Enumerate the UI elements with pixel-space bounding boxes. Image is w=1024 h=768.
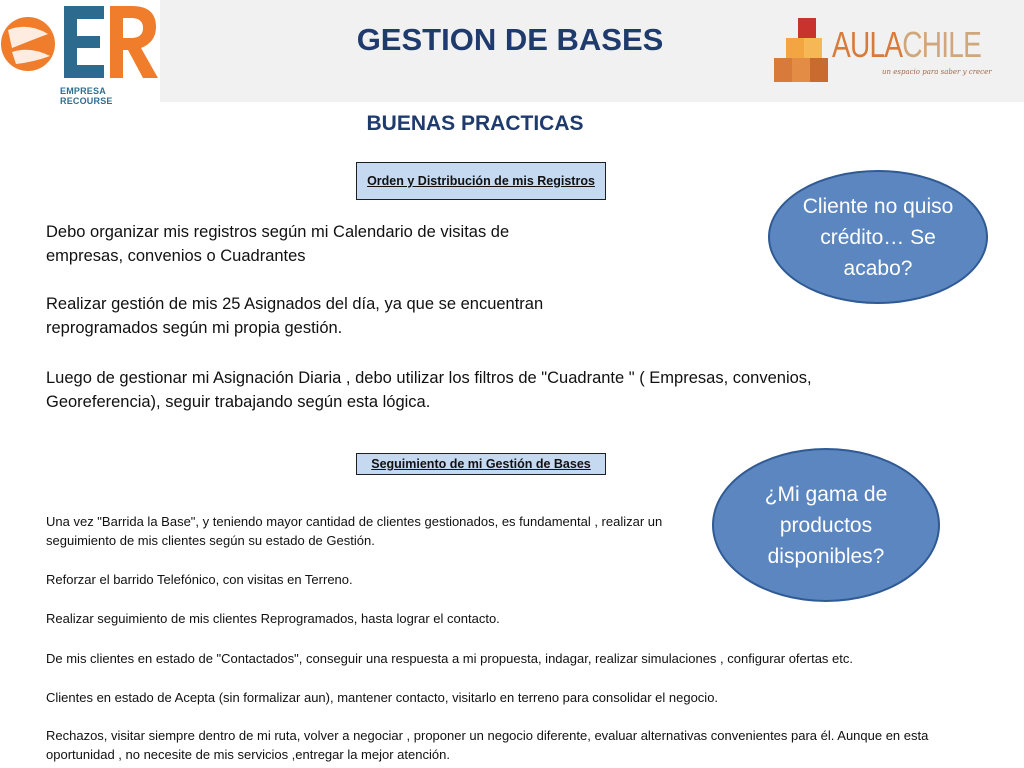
callout-gama-productos: [712, 448, 940, 602]
callout-cliente-credito: [768, 170, 988, 304]
empresa-recourse-logo: [0, 0, 160, 106]
paragraph-reprogramados: Realizar seguimiento de mis clientes Reprogramados, hasta lograr el contacto.: [46, 611, 500, 626]
paragraph-cuadrante: Luego de gestionar mi Asignación Diaria , debo utilizar los filtros de "Cuadrante " ( Empresas, convenios, Georeferencia), seguir trabajando según esta lógica.: [46, 369, 812, 411]
page-title: GESTION DE BASES: [356, 22, 664, 57]
callout-text: Cliente no quiso crédito… Se acabo?: [802, 194, 954, 280]
aulachile-logo: [772, 10, 992, 90]
section-heading-orden: Orden y Distribución de mis Registros: [356, 162, 606, 200]
aulachile-brand: AULACHILE: [832, 24, 982, 65]
callout-text: ¿Mi gama de productos disponibles?: [764, 482, 888, 568]
paragraph-registros: Debo organizar mis registros según mi Calendario de visitas de empresas, convenios o Cuadrantes: [46, 223, 510, 265]
paragraph-rechazos: Rechazos, visitar siempre dentro de mi ruta, volver a negociar , proponer un negocio diferente, evaluar alternativas convenientes para él. Aunque en esta oportunidad , no necesite de mis servicios ,entregar la mejor atención.: [46, 728, 929, 762]
paragraph-acepta: Clientes en estado de Acepta (sin formalizar aun), mantener contacto, visitarlo en terreno para consolidar el negocio.: [46, 690, 719, 705]
stacked-blocks-icon: [772, 10, 832, 90]
section-heading-seguimiento: Seguimiento de mi Gestión de Bases: [356, 453, 606, 475]
paragraph-contactados: De mis clientes en estado de "Contactados", conseguir una respuesta a mi propuesta, indagar, realizar simulaciones , configurar ofertas etc.: [46, 651, 853, 666]
er-logo-icon: [0, 0, 160, 84]
aulachile-tagline: un espacio para saber y crecer: [882, 68, 992, 76]
paragraph-telefonico: Reforzar el barrido Telefónico, con visitas en Terreno.: [46, 572, 353, 587]
paragraph-asignados: Realizar gestión de mis 25 Asignados del día, ya que se encuentran reprogramados según mi propia gestión.: [46, 295, 544, 337]
logo-subtitle: EMPRESA RECOURSE: [60, 86, 113, 106]
paragraph-barrida: Una vez "Barrida la Base", y teniendo mayor cantidad de clientes gestionados, es fundamental , realizar un seguimiento de mis clientes según su estado de Gestión.: [46, 514, 663, 548]
section-subtitle: BUENAS PRACTICAS: [366, 112, 584, 135]
